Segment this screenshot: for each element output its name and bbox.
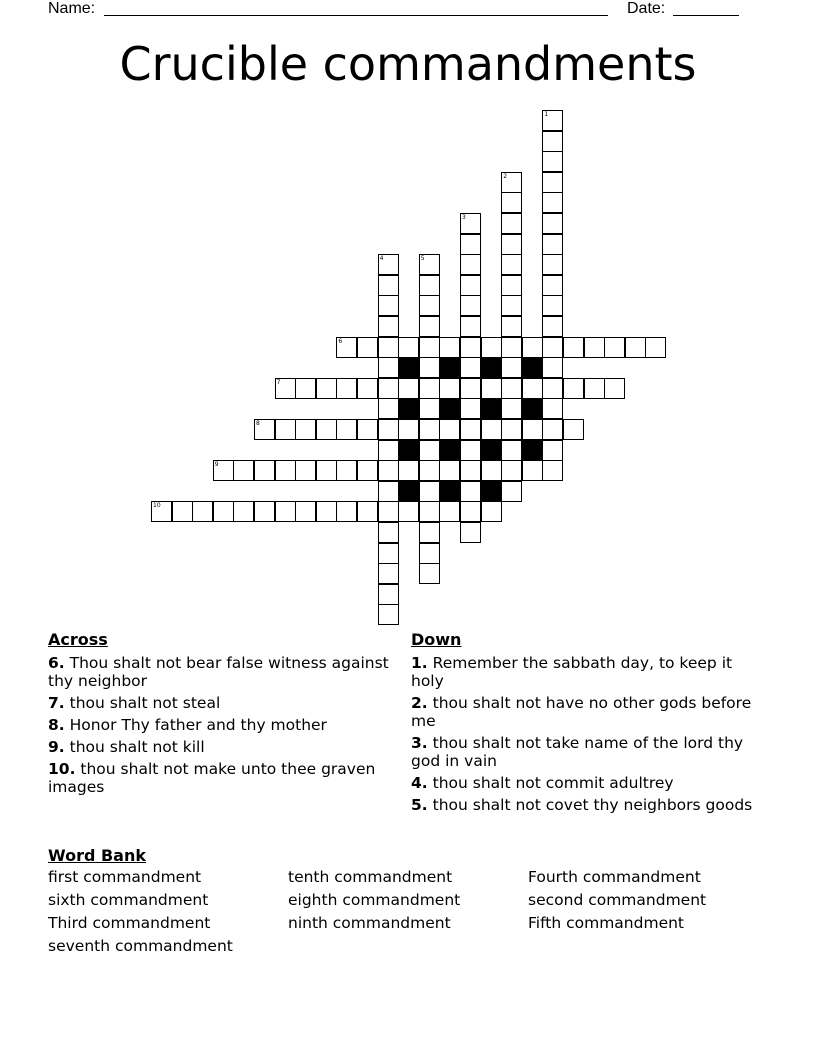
crossword-cell[interactable] (357, 501, 378, 522)
crossword-cell[interactable] (419, 419, 440, 440)
crossword-cell[interactable] (522, 460, 543, 481)
crossword-cell[interactable] (336, 501, 357, 522)
crossword-cell[interactable] (275, 419, 296, 440)
crossword-cell[interactable] (419, 254, 440, 275)
crossword-cell[interactable] (501, 275, 522, 296)
down-heading: Down (411, 630, 462, 649)
crossword-cell[interactable] (439, 501, 460, 522)
crossword-cell[interactable] (501, 254, 522, 275)
crossword-cell[interactable] (419, 501, 440, 522)
date-label: Date: (627, 0, 666, 17)
crossword-cell[interactable] (378, 316, 399, 337)
crossword-cell[interactable] (275, 378, 296, 399)
clue-across-6: 6. Thou shalt not bear false witness against thy neighbor (48, 654, 389, 690)
black-square (439, 398, 460, 419)
crossword-cell[interactable] (213, 460, 234, 481)
crossword-cell[interactable] (460, 460, 481, 481)
black-square (481, 440, 502, 461)
crossword-cell[interactable] (542, 254, 563, 275)
crossword-cell[interactable] (378, 604, 399, 625)
crossword-cell[interactable] (481, 460, 502, 481)
crossword-cell[interactable] (542, 419, 563, 440)
crossword-cell[interactable] (481, 337, 502, 358)
clue-across-9: 9. thou shalt not kill (48, 738, 205, 756)
clue-across-10: 10. thou shalt not make unto thee graven images (48, 760, 376, 796)
crossword-cell[interactable] (542, 337, 563, 358)
clue-number: 1 (544, 111, 549, 118)
crossword-cell[interactable] (501, 419, 522, 440)
crossword-cell[interactable] (542, 192, 563, 213)
black-square (398, 357, 419, 378)
crossword-cell[interactable] (275, 460, 296, 481)
word-bank-item: second commandment (528, 891, 707, 909)
crossword-cell[interactable] (501, 192, 522, 213)
crossword-cell[interactable] (439, 337, 460, 358)
crossword-cell[interactable] (419, 337, 440, 358)
crossword-cell[interactable] (563, 378, 584, 399)
word-bank-item: Fourth commandment (528, 868, 701, 886)
crossword-cell[interactable] (398, 419, 419, 440)
name-label: Name: (48, 0, 96, 17)
crossword-cell[interactable] (439, 460, 460, 481)
clue-across-7: 7. thou shalt not steal (48, 694, 221, 712)
clue-number: 6 (338, 337, 343, 345)
crossword-cell[interactable] (378, 419, 399, 440)
down-clues (411, 630, 761, 818)
crossword-cell[interactable] (316, 378, 337, 399)
crossword-cell[interactable] (522, 337, 543, 358)
black-square (398, 440, 419, 461)
crossword-cell[interactable] (542, 131, 563, 152)
clue-down-3: 3. thou shalt not take name of the lord thy god in vain (411, 734, 744, 770)
crossword-cell[interactable] (336, 460, 357, 481)
word-bank-item: eighth commandment (288, 891, 461, 909)
crossword-cell[interactable] (501, 398, 522, 419)
crossword-cell[interactable] (460, 398, 481, 419)
crossword-cell[interactable] (295, 501, 316, 522)
word-bank-heading: Word Bank (48, 846, 147, 865)
crossword-cell[interactable] (542, 378, 563, 399)
across-clues (48, 630, 398, 800)
clue-down-2: 2. thou shalt not have no other gods before me (411, 694, 752, 730)
crossword-cell[interactable] (501, 460, 522, 481)
crossword-cell[interactable] (336, 419, 357, 440)
clue-number: 9 (214, 461, 219, 469)
black-square (439, 481, 460, 502)
crossword-cell[interactable] (542, 172, 563, 193)
crossword-cell[interactable] (398, 378, 419, 399)
crossword-cell[interactable] (542, 440, 563, 461)
black-square (522, 357, 543, 378)
clue-number: 5 (420, 255, 425, 263)
crossword-cell[interactable] (542, 357, 563, 378)
puzzle-title: Crucible commandments (119, 37, 697, 91)
crossword-cell[interactable] (645, 337, 666, 358)
crossword-cell[interactable] (295, 419, 316, 440)
crossword-cell[interactable] (501, 357, 522, 378)
crossword-cell[interactable] (460, 234, 481, 255)
black-square (481, 357, 502, 378)
crossword-cell[interactable] (336, 378, 357, 399)
crossword-cell[interactable] (172, 501, 193, 522)
crossword-cell[interactable] (419, 357, 440, 378)
crossword-cell[interactable] (481, 378, 502, 399)
crossword-cell[interactable] (254, 501, 275, 522)
crossword-cell[interactable] (501, 234, 522, 255)
crossword-cell[interactable] (460, 357, 481, 378)
black-square (439, 440, 460, 461)
crossword-cell[interactable] (378, 481, 399, 502)
word-bank (48, 846, 768, 956)
crossword-cell[interactable] (501, 337, 522, 358)
crossword-cell[interactable] (419, 295, 440, 316)
crossword-cell[interactable] (501, 378, 522, 399)
crossword-cell[interactable] (419, 378, 440, 399)
clue-number: 3 (462, 214, 466, 221)
crossword-cell[interactable] (378, 543, 399, 564)
crossword-cell[interactable] (501, 440, 522, 461)
crossword-cell[interactable] (213, 501, 234, 522)
crossword-cell[interactable] (233, 460, 254, 481)
crossword-cell[interactable] (419, 275, 440, 296)
crossword-cell[interactable] (542, 213, 563, 234)
crossword-cell[interactable] (584, 378, 605, 399)
crossword-cell[interactable] (460, 316, 481, 337)
crossword-cell[interactable] (481, 419, 502, 440)
crossword-cell[interactable] (419, 563, 440, 584)
crossword-cell[interactable] (316, 501, 337, 522)
word-bank-item: Fifth commandment (528, 914, 685, 932)
word-bank-item: tenth commandment (288, 868, 453, 886)
black-square (398, 398, 419, 419)
clue-number: 2 (503, 172, 508, 180)
crossword-cell[interactable] (398, 337, 419, 358)
word-bank-item: Third commandment (48, 914, 211, 932)
crossword-cell[interactable] (542, 460, 563, 481)
crossword-cell[interactable] (378, 440, 399, 461)
black-square (481, 481, 502, 502)
crossword-cell[interactable] (357, 378, 378, 399)
black-square (481, 398, 502, 419)
crossword-cell[interactable] (398, 501, 419, 522)
crossword-cell[interactable] (542, 398, 563, 419)
crossword-cell[interactable] (357, 337, 378, 358)
across-heading: Across (48, 630, 108, 649)
crossword-cell[interactable] (398, 460, 419, 481)
crossword-cell[interactable] (357, 460, 378, 481)
crossword-cell[interactable] (378, 275, 399, 296)
crossword-cell[interactable] (501, 316, 522, 337)
word-bank-item: ninth commandment (288, 914, 451, 932)
crossword-cell[interactable] (501, 213, 522, 234)
crossword-cell[interactable] (542, 151, 563, 172)
crossword-cell[interactable] (542, 275, 563, 296)
word-bank-item: seventh commandment (48, 937, 233, 955)
crossword-cell[interactable] (233, 501, 254, 522)
crossword-cell[interactable] (192, 501, 213, 522)
clue-across-8: 8. Honor Thy father and thy mother (48, 716, 327, 734)
crossword-cell[interactable] (336, 337, 357, 358)
crossword-cell[interactable] (419, 460, 440, 481)
crossword-cell[interactable] (584, 337, 605, 358)
clue-number: 7 (276, 378, 281, 386)
crossword-cell[interactable] (625, 337, 646, 358)
crossword-cell[interactable] (378, 378, 399, 399)
crossword-cell[interactable] (460, 213, 481, 234)
crossword-cell[interactable] (378, 357, 399, 378)
crossword-cell[interactable] (378, 295, 399, 316)
crossword-cell[interactable] (254, 460, 275, 481)
crossword-cell[interactable] (522, 419, 543, 440)
crossword-cell[interactable] (419, 440, 440, 461)
crossword-cell[interactable] (460, 501, 481, 522)
crossword-cell[interactable] (501, 172, 522, 193)
crossword-cell[interactable] (419, 543, 440, 564)
crossword-cell[interactable] (378, 460, 399, 481)
crossword-cell[interactable] (542, 110, 563, 131)
crossword-cell[interactable] (460, 522, 481, 543)
crossword-cell[interactable] (378, 337, 399, 358)
crossword-cell[interactable] (501, 481, 522, 502)
crossword-cell[interactable] (460, 481, 481, 502)
crossword-cell[interactable] (542, 295, 563, 316)
clue-number: 10 (153, 502, 161, 510)
crossword-cell[interactable] (378, 254, 399, 275)
crossword-cell[interactable] (419, 522, 440, 543)
crossword-cell[interactable] (563, 337, 584, 358)
crossword-cell[interactable] (460, 337, 481, 358)
black-square (522, 398, 543, 419)
crossword-cell[interactable] (316, 460, 337, 481)
crossword-cell[interactable] (378, 584, 399, 605)
crossword-cell[interactable] (501, 295, 522, 316)
clue-down-4: 4. thou shalt not commit adultrey (411, 774, 674, 792)
crossword-cell[interactable] (419, 481, 440, 502)
crossword-cell[interactable] (460, 254, 481, 275)
crossword-cell[interactable] (378, 563, 399, 584)
crossword-cell[interactable] (378, 522, 399, 543)
crossword-cell[interactable] (378, 398, 399, 419)
crossword-cell[interactable] (295, 460, 316, 481)
clue-number: 8 (256, 420, 260, 427)
crossword-cell[interactable] (604, 378, 625, 399)
black-square (522, 440, 543, 461)
crossword-cell[interactable] (419, 316, 440, 337)
crossword-cell[interactable] (563, 419, 584, 440)
crossword-cell[interactable] (275, 501, 296, 522)
crossword-cell[interactable] (604, 337, 625, 358)
crossword-cell[interactable] (316, 419, 337, 440)
crossword-cell[interactable] (439, 378, 460, 399)
crossword-cell[interactable] (254, 419, 275, 440)
crossword-cell[interactable] (542, 316, 563, 337)
crossword-cell[interactable] (460, 440, 481, 461)
crossword-cell[interactable] (295, 378, 316, 399)
crossword-cell[interactable] (542, 234, 563, 255)
clue-down-1: 1. Remember the sabbath day, to keep it holy (411, 654, 733, 690)
crossword-cell[interactable] (460, 275, 481, 296)
crossword-cell[interactable] (460, 378, 481, 399)
clue-down-5: 5. thou shalt not covet thy neighbors goods (411, 796, 753, 814)
crossword-cell[interactable] (481, 501, 502, 522)
crossword-cell[interactable] (460, 419, 481, 440)
word-bank-item: first commandment (48, 868, 202, 886)
black-square (439, 357, 460, 378)
black-square (398, 481, 419, 502)
crossword-cell[interactable] (419, 398, 440, 419)
crossword-cell[interactable] (357, 419, 378, 440)
word-bank-item: sixth commandment (48, 891, 209, 909)
crossword-cell[interactable] (460, 295, 481, 316)
crossword-cell[interactable] (439, 419, 460, 440)
crossword-cell[interactable] (378, 501, 399, 522)
crossword-cell[interactable] (151, 501, 172, 522)
clue-number: 4 (379, 255, 384, 263)
crossword-cell[interactable] (522, 378, 543, 399)
